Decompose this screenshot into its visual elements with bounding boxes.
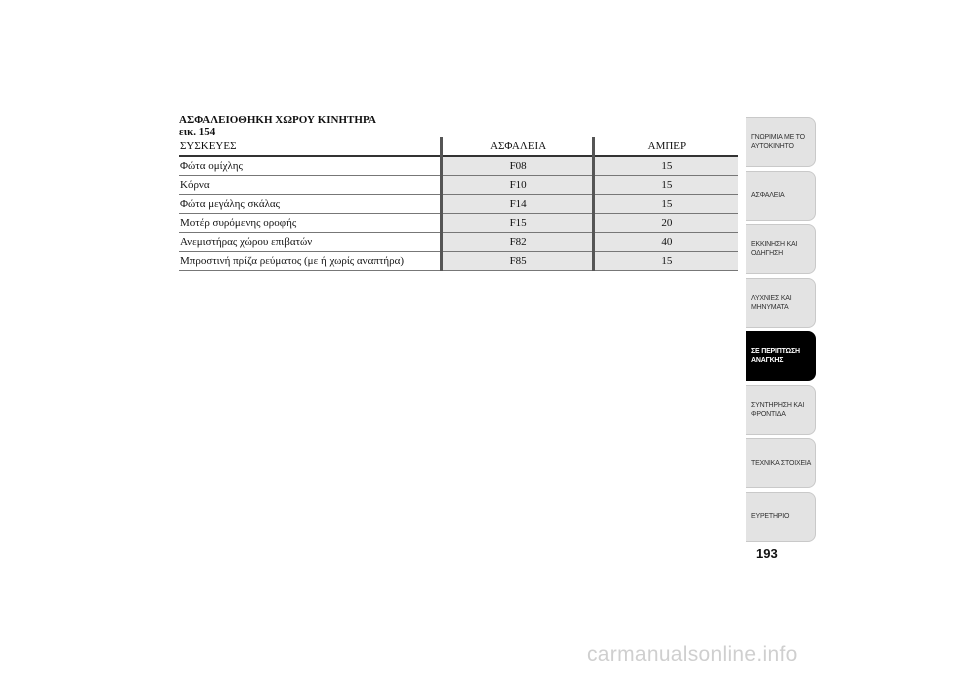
tab-index[interactable]: ΕΥΡΕΤΗΡΙΟ	[746, 492, 816, 542]
column-header-fuse: ΑΣΦΑΛΕΙΑ	[442, 137, 593, 156]
table-row	[179, 252, 738, 271]
table-row	[179, 156, 738, 176]
figure-reference: εικ. 154	[179, 126, 216, 138]
ampere-cell: 40	[593, 233, 738, 252]
tab-technical-specifications[interactable]: ΤΕΧΝΙΚΑ ΣΤΟΙΧΕΙΑ	[746, 438, 816, 488]
table-row	[179, 233, 738, 252]
ampere-cell: 15	[593, 252, 738, 271]
ampere-cell: 15	[593, 195, 738, 214]
tab-safety[interactable]: ΑΣΦΑΛΕΙΑ	[746, 171, 816, 221]
table-row	[179, 195, 738, 214]
chapter-tabs	[746, 117, 816, 545]
table-row	[179, 176, 738, 195]
tab-starting-and-driving[interactable]: ΕΚΚΙΝΗΣΗ ΚΑΙ ΟΔΗΓΗΣΗ	[746, 224, 816, 274]
page-number: 193	[756, 546, 778, 561]
device-cell: Κόρνα	[179, 176, 442, 195]
section-title: ΑΣΦΑΛΕΙΟΘΗΚΗ ΧΩΡΟΥ ΚΙΝΗΤΗΡΑ	[179, 114, 376, 126]
ampere-cell: 20	[593, 214, 738, 233]
column-header-ampere: ΑΜΠΕΡ	[593, 137, 738, 156]
fuse-cell: F14	[442, 195, 593, 214]
tab-in-an-emergency[interactable]: ΣΕ ΠΕΡΙΠΤΩΣΗ ΑΝΑΓΚΗΣ	[746, 331, 816, 381]
fuse-cell: F08	[442, 156, 593, 176]
tab-getting-to-know-the-car[interactable]: ΓΝΩΡΙΜΙΑ ΜΕ ΤΟ ΑΥΤΟΚΙΝΗΤΟ	[746, 117, 816, 167]
fuse-table	[179, 137, 738, 271]
ampere-cell: 15	[593, 176, 738, 195]
watermark: carmanualsonline.info	[587, 643, 798, 666]
tab-warning-lights-and-messages[interactable]: ΛΥΧΝΙΕΣ ΚΑΙ ΜΗΝΥΜΑΤΑ	[746, 278, 816, 328]
column-header-devices: ΣΥΣΚΕΥΕΣ	[179, 137, 442, 156]
device-cell: Φώτα ομίχλης	[179, 156, 442, 176]
section-heading	[179, 114, 376, 138]
tab-maintenance-and-care[interactable]: ΣΥΝΤΗΡΗΣΗ ΚΑΙ ΦΡΟΝΤΙΔΑ	[746, 385, 816, 435]
fuse-cell: F10	[442, 176, 593, 195]
table-row	[179, 214, 738, 233]
table-header-row	[179, 137, 738, 156]
device-cell: Φώτα μεγάλης σκάλας	[179, 195, 442, 214]
ampere-cell: 15	[593, 156, 738, 176]
fuse-cell: F82	[442, 233, 593, 252]
device-cell: Ανεμιστήρας χώρου επιβατών	[179, 233, 442, 252]
device-cell: Μοτέρ συρόμενης οροφής	[179, 214, 442, 233]
fuse-cell: F15	[442, 214, 593, 233]
fuse-cell: F85	[442, 252, 593, 271]
device-cell: Μπροστινή πρίζα ρεύματος (με ή χωρίς αναπτήρα)	[179, 252, 442, 271]
